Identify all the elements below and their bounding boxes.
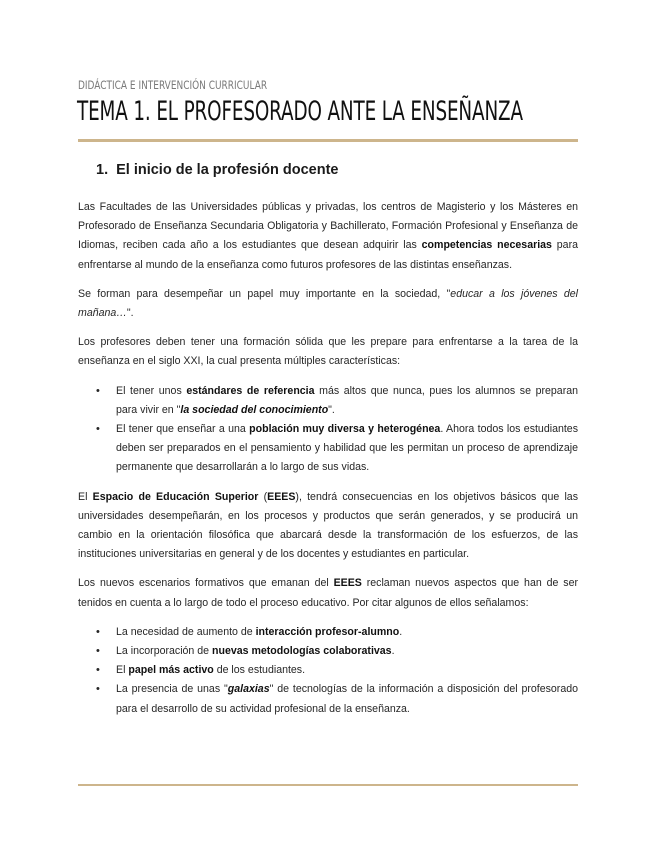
- p4-m: (: [258, 490, 268, 503]
- section-number: 1.: [96, 162, 109, 178]
- p1-bold: competencias necesarias: [421, 239, 552, 252]
- l2i3-c: de los estudiantes.: [213, 664, 306, 677]
- l2i2-a: La incorporación de: [116, 645, 212, 658]
- paragraph-4: [78, 488, 578, 565]
- p2-text-a: Se forman para desempeñar un papel muy importante en la sociedad, ": [78, 287, 451, 300]
- p4-bold-2: EEES: [267, 490, 296, 503]
- list-item: [116, 642, 578, 661]
- paragraph-5: [78, 574, 578, 612]
- p5-a: Los nuevos escenarios formativos que emanan del: [78, 577, 334, 590]
- l2i4-c: " de tecnologías de la información a disposición del profesorado para el desarrollo de su actividad profesional de la enseñanza.: [116, 683, 579, 715]
- l2i1-c: .: [399, 625, 403, 638]
- p2-italic: educar a los jóvenes del mañana…: [78, 287, 578, 320]
- l1i1-c: más altos que nunca, pues los alumnos se preparan para vivir en ": [116, 384, 579, 416]
- section-heading: [96, 162, 338, 178]
- l2i4-a: La presencia de unas ": [116, 683, 228, 696]
- aspects-list: [78, 623, 578, 719]
- l1i1-bold: estándares de referencia: [186, 384, 315, 397]
- paragraph-1: [78, 198, 578, 275]
- course-kicker: DIDÁCTICA E INTERVENCIÓN CURRICULAR: [78, 78, 268, 92]
- section-title: El inicio de la profesión docente: [116, 162, 339, 178]
- paragraph-3: Los profesores deben tener una formación sólida que les prepare para enfrentarse a la tarea de la enseñanza en el siglo XXI, la cual presenta múltiples características:: [78, 336, 578, 368]
- l2i3-a: El: [116, 664, 129, 677]
- paragraph-2: [78, 285, 578, 323]
- l2i4-bold-italic: galaxias: [227, 683, 270, 696]
- p1-text-a: Las Facultades de las Universidades públicas y privadas, los centros de Magisterio y los Másteres en Profesorado de Enseñanza Secundaria Obligatoria y Bachillerato, Formación Profesional y Enseñanza de Idiomas, reciben cada año a los estudiantes que desean adquirir las: [78, 201, 578, 252]
- l2i3-bold: papel más activo: [128, 664, 214, 677]
- l2i2-c: .: [391, 645, 395, 658]
- list-item: [116, 680, 578, 718]
- p5-bold: EEES: [333, 577, 362, 590]
- l2i2-bold: nuevas metodologías colaborativas: [212, 645, 392, 658]
- p2-text-c: ".: [126, 307, 134, 320]
- list-item: [116, 623, 578, 642]
- list-item: [116, 420, 578, 478]
- list-item: [116, 382, 578, 420]
- p4-bold-1: Espacio de Educación Superior: [92, 490, 259, 503]
- body-text: [78, 198, 578, 729]
- list-item: [116, 661, 578, 680]
- p5-c: reclaman nuevos aspectos que han de ser tenidos en cuenta a lo largo de todo el proceso educativo. Por citar algunos de ellos señalamos:: [78, 577, 578, 609]
- l1i2-c: . Ahora todos los estudiantes deben ser preparados en el pensamiento y habilidad que les permitan un proceso de aprendizaje permanente que desarrollarán a lo largo de sus vidas.: [116, 423, 578, 474]
- top-divider: [78, 139, 578, 142]
- l2i1-bold: interacción profesor-alumno: [255, 625, 400, 638]
- characteristics-list: [78, 382, 578, 478]
- l1i1-bold-italic: la sociedad del conocimiento: [180, 403, 329, 416]
- p4-c: ), tendrá consecuencias en los objetivos básicos que las universidades desempeñarán, en los procesos y productos que serán generados, y se producirá un cambio en la orientación filosófica que abarcará desde la transformación de los esfuerzos, de las instituciones universitarias en general y de los docentes y estudiantes en particular.: [78, 490, 578, 561]
- l1i1-a: El tener unos: [116, 384, 187, 397]
- p1-text-c: para enfrentarse al mundo de la enseñanza como futuros profesores de las distintas enseñanzas.: [78, 239, 578, 271]
- p4-a: El: [78, 490, 93, 503]
- l1i2-a: El tener que enseñar a una: [116, 423, 250, 436]
- l2i1-a: La necesidad de aumento de: [116, 625, 256, 638]
- bottom-divider: [78, 784, 578, 786]
- l1i2-bold: población muy diversa y heterogénea: [249, 423, 441, 436]
- l1i1-d: ".: [328, 403, 335, 416]
- page-title: TEMA 1. EL PROFESORADO ANTE LA ENSEÑANZA: [77, 96, 523, 127]
